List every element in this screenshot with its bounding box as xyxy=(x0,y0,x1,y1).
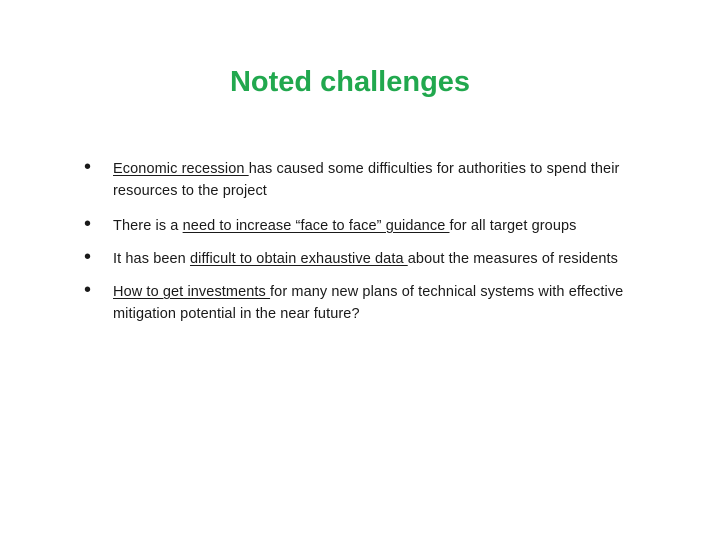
bullet-dot-icon: • xyxy=(84,246,92,268)
bullet-text-underlined: How to get investments xyxy=(113,284,271,300)
bullet-dot-icon: • xyxy=(84,156,92,178)
bullet-text-after: about the measures of residents xyxy=(407,251,618,267)
bullet-item xyxy=(84,158,684,202)
bullet-text-before: There is a xyxy=(113,218,183,234)
bullet-text-before: It has been xyxy=(113,251,190,267)
bullet-item xyxy=(84,281,684,325)
bullet-item xyxy=(84,248,684,270)
bullet-text-underlined: difficult to obtain exhaustive data xyxy=(189,251,408,267)
slide-title: Noted challenges xyxy=(229,66,471,98)
bullet-text-after: for all target groups xyxy=(449,218,577,234)
bullet-dot-icon: • xyxy=(84,279,92,301)
bullet-text-underlined: need to increase “face to face” guidance xyxy=(182,218,450,234)
bullet-list xyxy=(84,158,684,325)
bullet-text-underlined: Economic recession xyxy=(113,161,249,177)
bullet-text-after: for many new plans of technical systems with effective mitigation potential in the near future? xyxy=(113,284,624,322)
bullet-dot-icon: • xyxy=(84,213,92,235)
bullet-item xyxy=(84,215,684,237)
bullet-text-after: has caused some difficulties for authorities to spend their resources to the project xyxy=(113,161,620,199)
